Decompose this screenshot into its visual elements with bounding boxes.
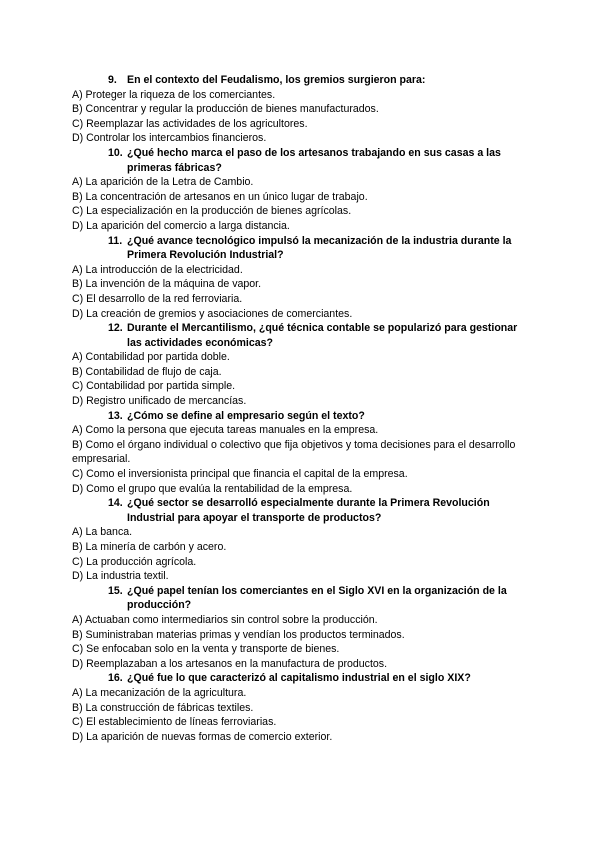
answer-option: D) Como el grupo que evalúa la rentabilidad de la empresa. — [72, 482, 353, 495]
answer-option: C) El establecimiento de líneas ferroviarias. — [72, 716, 277, 729]
answer-option: B) La construcción de fábricas textiles. — [72, 701, 254, 714]
question-text: ¿Qué hecho marca el paso de los artesanos trabajando en sus casas a las primeras fábricas? — [127, 146, 501, 174]
answer-option: C) Se enfocaban solo en la venta y transporte de bienes. — [72, 643, 340, 656]
answer-option: B) Concentrar y regular la producción de bienes manufacturados. — [72, 103, 379, 116]
answer-option: A) La mecanización de la agricultura. — [72, 686, 247, 699]
answer-option: A) La introducción de la electricidad. — [72, 263, 243, 276]
answer-option: D) Controlar los intercambios financieros. — [72, 132, 267, 145]
answer-option: D) La industria textil. — [72, 570, 169, 583]
answer-option: C) El desarrollo de la red ferroviaria. — [72, 292, 243, 305]
question-text: ¿Qué avance tecnológico impulsó la mecanización de la industria durante la Primera Revolución Industrial? — [127, 234, 512, 262]
question-block — [72, 146, 532, 234]
question-text: ¿Cómo se define al empresario según el texto? — [127, 409, 365, 422]
answer-option: B) Contabilidad de flujo de caja. — [72, 365, 222, 378]
question-text: En el contexto del Feudalismo, los gremios surgieron para: — [127, 74, 426, 86]
answer-option: C) Como el inversionista principal que financia el capital de la empresa. — [72, 468, 408, 481]
answer-option: D) Registro unificado de mercancías. — [72, 395, 247, 408]
question-heading — [90, 73, 532, 88]
question-block — [72, 73, 532, 146]
answer-option: B) La invención de la máquina de vapor. — [72, 278, 262, 291]
question-number: 9. — [108, 74, 117, 86]
question-heading — [90, 146, 532, 175]
question-number: 15. — [108, 584, 123, 597]
question-heading — [90, 409, 532, 424]
question-number: 11. — [108, 234, 123, 247]
answer-option: C) Contabilidad por partida simple. — [72, 380, 236, 393]
question-heading — [90, 496, 532, 525]
question-block — [72, 584, 532, 672]
question-block — [72, 234, 532, 322]
answer-option: D) La aparición de nuevas formas de comercio exterior. — [72, 730, 333, 743]
question-heading — [90, 671, 532, 686]
question-text: ¿Qué papel tenían los comerciantes en el Siglo XVI en la organización de la producción? — [127, 584, 507, 612]
answer-option: B) Suministraban materias primas y vendían los productos terminados. — [72, 628, 405, 641]
question-block — [72, 321, 532, 409]
answer-option: D) La creación de gremios y asociaciones de comerciantes. — [72, 307, 353, 320]
answer-option: D) La aparición del comercio a larga distancia. — [72, 219, 290, 232]
answer-option: A) Actuaban como intermediarios sin control sobre la producción. — [72, 613, 378, 626]
question-heading — [90, 234, 532, 263]
answer-option: B) La minería de carbón y acero. — [72, 541, 227, 553]
question-number: 16. — [108, 672, 123, 685]
answer-option: A) Contabilidad por partida doble. — [72, 351, 230, 364]
question-block — [72, 409, 532, 497]
answer-option: A) Como la persona que ejecuta tareas manuales en la empresa. — [72, 424, 379, 437]
question-text: Durante el Mercantilismo, ¿qué técnica contable se popularizó para gestionar las actividades económicas? — [127, 322, 518, 349]
question-number: 10. — [108, 146, 123, 159]
question-number: 14. — [108, 497, 123, 510]
question-text: ¿Qué fue lo que caracterizó al capitalismo industrial en el siglo XIX? — [127, 672, 471, 685]
question-text: ¿Qué sector se desarrolló especialmente durante la Primera Revolución Industrial para apoyar el transporte de productos? — [127, 497, 490, 524]
answer-option: B) La concentración de artesanos en un único lugar de trabajo. — [72, 190, 368, 203]
answer-option: A) Proteger la riqueza de los comerciantes. — [72, 88, 276, 101]
answer-option: D) Reemplazaban a los artesanos en la manufactura de productos. — [72, 657, 388, 670]
answer-option: B) Como el órgano individual o colectivo que fija objetivos y toma decisiones para el desarrollo empresarial. — [72, 438, 516, 466]
answer-option: A) La aparición de la Letra de Cambio. — [72, 176, 254, 189]
question-block — [72, 671, 532, 744]
answer-option: C) La especialización en la producción de bienes agrícolas. — [72, 205, 352, 218]
answer-option: A) La banca. — [72, 526, 133, 539]
quiz-document — [72, 73, 532, 744]
question-number: 13. — [108, 409, 123, 422]
question-number: 12. — [108, 322, 123, 335]
answer-option: C) Reemplazar las actividades de los agricultores. — [72, 117, 308, 130]
question-heading — [90, 584, 532, 613]
answer-option: C) La producción agrícola. — [72, 555, 197, 568]
question-heading — [90, 321, 532, 350]
question-block — [72, 496, 532, 584]
